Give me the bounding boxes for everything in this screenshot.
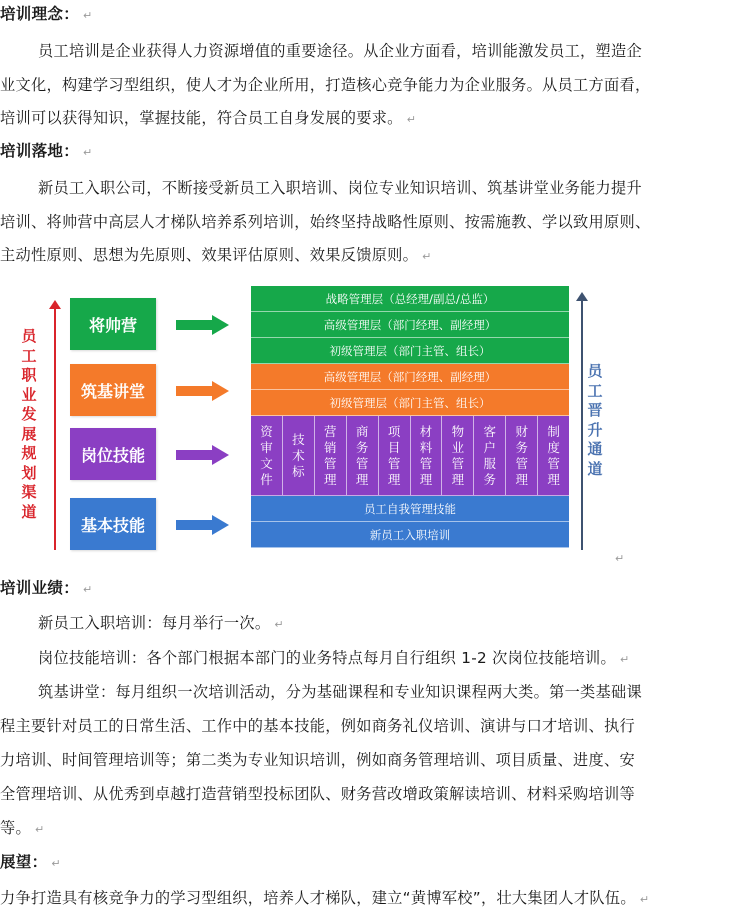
- implementation-line-1: 新员工入职公司，不断接受新员工入职培训、岗位专业知识培训、筑基讲堂业务能力提升: [38, 179, 643, 197]
- orange-right-arrow-icon: [176, 381, 230, 401]
- skill-column: 客户服务: [474, 416, 506, 495]
- skill-column: 技术标: [283, 416, 315, 495]
- heading-training-results: 培训业绩： ↵: [0, 579, 93, 597]
- paragraph-mark-icon: ↵: [422, 250, 432, 263]
- skill-column: 商务管理: [347, 416, 379, 495]
- paragraph-mark-icon: ↵: [83, 146, 93, 159]
- program-box-jiangshuaiying: 将帅营: [70, 298, 156, 350]
- heading-outlook: 展望： ↵: [0, 853, 61, 871]
- results-line-7: 等。 ↵: [0, 819, 45, 837]
- right-axis-label: 员工晋升通道: [587, 362, 603, 478]
- skill-column: 营销管理: [315, 416, 347, 495]
- skill-column: 物业管理: [442, 416, 474, 495]
- skill-columns: [251, 416, 569, 496]
- paragraph-mark-icon: ↵: [620, 653, 630, 666]
- paragraph-mark-icon: ↵: [51, 857, 61, 870]
- level-strategic-management: 战略管理层（总经理/副总/总监）: [251, 286, 569, 312]
- paragraph-mark-icon: ↵: [406, 113, 417, 126]
- career-development-diagram: [0, 280, 736, 570]
- program-box-zhujijiangtang: 筑基讲堂: [70, 364, 156, 416]
- program-box-gangweijineng: 岗位技能: [70, 428, 156, 480]
- implementation-line-2: 培训、将帅营中高层人才梯队培养系列培训，始终坚持战略性原则、按需施教、学以致用原则、: [0, 213, 651, 231]
- level-new-employee-onboarding: 新员工入职培训: [251, 522, 569, 548]
- results-line-3: 筑基讲堂：每月组织一次培训活动，分为基础课程和专业知识课程两大类。第一类基础课: [38, 683, 643, 701]
- results-line-5: 力培训、时间管理培训等；第二类为专业知识培训，例如商务管理培训、项目质量、进度、安: [0, 751, 635, 769]
- concept-line-3: 培训可以获得知识，掌握技能，符合员工自身发展的要求。 ↵: [0, 109, 417, 127]
- level-senior-management-green: 高级管理层（部门经理、副经理）: [251, 312, 569, 338]
- skill-column: 制度管理: [547, 423, 560, 487]
- heading-training-implementation: 培训落地： ↵: [0, 142, 93, 160]
- program-box-jibenjineng: 基本技能: [70, 498, 156, 550]
- results-line-2: 岗位技能培训：各个部门根据本部门的业务特点每月自行组织 1-2 次岗位技能培训。 ↵: [38, 649, 630, 667]
- left-axis-label: 员工职业发展规划渠道: [21, 327, 37, 521]
- results-line-1: 新员工入职培训：每月举行一次。 ↵: [38, 614, 284, 632]
- paragraph-mark-icon: ↵: [639, 893, 650, 906]
- level-senior-management-orange: 高级管理层（部门经理、副经理）: [251, 364, 569, 390]
- level-self-management: 员工自我管理技能: [251, 496, 569, 522]
- paragraph-mark-icon: ↵: [83, 583, 93, 596]
- skill-column: 资审文件: [251, 416, 283, 495]
- skill-column: 项目管理: [379, 416, 411, 495]
- heading-training-concept: 培训理念： ↵: [0, 5, 93, 23]
- results-line-4: 程主要针对员工的日常生活、工作中的基本技能，例如商务礼仪培训、演讲与口才培训、执行: [0, 717, 635, 735]
- concept-line-1: 员工培训是企业获得人力资源增值的重要途径。从企业方面看，培训能激发员工，塑造企: [38, 42, 643, 60]
- concept-line-2: 业文化，构建学习型组织，使人才为企业所用，打造核心竞争能力为企业服务。从员工方面看，: [0, 76, 651, 94]
- paragraph-mark-icon: ↵: [615, 552, 625, 565]
- outlook-line-1: 力争打造具有核竞争力的学习型组织，培养人才梯队，建立“黄博军校”，壮大集团人才队伍。 ↵: [0, 889, 650, 907]
- skill-column: 财务管理: [506, 416, 538, 495]
- paragraph-mark-icon: ↵: [274, 618, 284, 631]
- level-stack: [251, 286, 569, 548]
- green-right-arrow-icon: [176, 315, 230, 335]
- blue-right-arrow-icon: [176, 515, 230, 535]
- purple-right-arrow-icon: [176, 445, 230, 465]
- level-junior-management-green: 初级管理层（部门主管、组长）: [251, 338, 569, 364]
- level-junior-management-orange: 初级管理层（部门主管、组长）: [251, 390, 569, 416]
- paragraph-mark-icon: ↵: [34, 823, 45, 836]
- paragraph-mark-icon: ↵: [83, 9, 93, 22]
- skill-column: 材料管理: [411, 416, 443, 495]
- blue-up-arrow-line: [581, 296, 583, 550]
- results-line-6: 全管理培训、从优秀到卓越打造营销型投标团队、财务营改增政策解读培训、材料采购培训等: [0, 785, 635, 803]
- red-up-arrow-line: [54, 303, 56, 550]
- implementation-line-3: 主动性原则、思想为先原则、效果评估原则、效果反馈原则。 ↵: [0, 246, 432, 264]
